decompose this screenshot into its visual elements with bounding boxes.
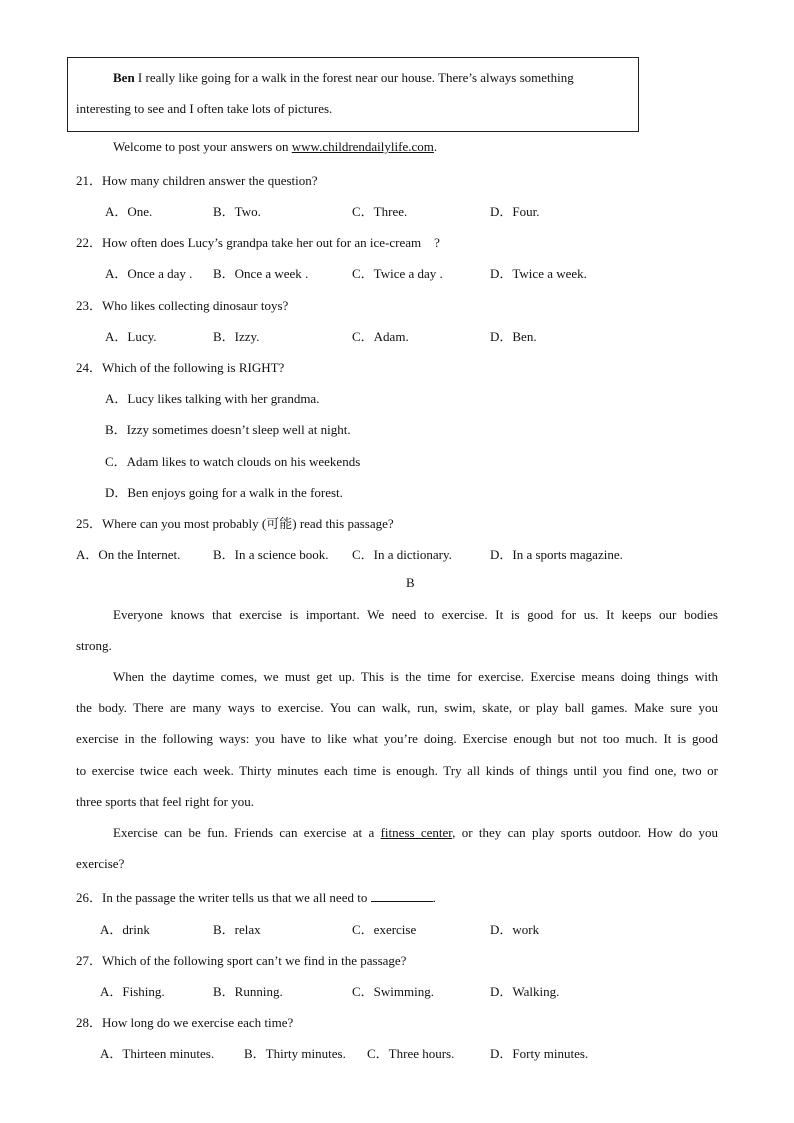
fitness-center-term: fitness center — [380, 825, 453, 840]
speaker-name: Ben — [113, 70, 135, 85]
question-27-stem: 27．Which of the following sport can’t we find in the passage? — [76, 953, 407, 968]
q24-option-b: B．Izzy sometimes doesn’t sleep well at night. — [105, 422, 351, 437]
q21-option-b: B．Two. — [213, 204, 261, 219]
box-text-1: I really like going for a walk in the forest near our house. There’s always something — [137, 70, 574, 85]
question-28-stem: 28．How long do we exercise each time? — [76, 1015, 294, 1030]
q25-option-a: A．On the Internet. — [76, 547, 181, 562]
post-text: Welcome to post your answers on — [113, 139, 292, 154]
q22-option-d: D．Twice a week. — [490, 266, 587, 281]
paragraph-2-line-1: When the daytime comes, we must get up. This is the time for exercise. Exercise means doing things with — [113, 669, 718, 684]
q28-option-a: A．Thirteen minutes. — [100, 1046, 215, 1061]
question-25-stem: 25．Where can you most probably (可能) read this passage? — [76, 516, 394, 531]
q26-option-c: C．exercise — [352, 922, 417, 937]
post-answers-line — [113, 139, 437, 155]
box-line-2: interesting to see and I often take lots of pictures. — [76, 101, 333, 116]
answer-box-ben — [67, 57, 639, 132]
q27-option-d: D．Walking. — [490, 984, 560, 999]
paragraph-3-line-1 — [113, 825, 718, 841]
q23-option-b: B．Izzy. — [213, 329, 260, 344]
q26-answer-blank — [371, 889, 433, 902]
q25-option-c: C．In a dictionary. — [352, 547, 452, 562]
q27-option-c: C．Swimming. — [352, 984, 434, 999]
website-link[interactable]: www.childrendailylife.com — [291, 139, 434, 154]
q25-option-d: D．In a sports magazine. — [490, 547, 623, 562]
q24-option-d: D．Ben enjoys going for a walk in the forest. — [105, 485, 343, 500]
paragraph-2-line-5: three sports that feel right for you. — [76, 794, 254, 809]
q24-option-a: A．Lucy likes talking with her grandma. — [105, 391, 320, 406]
p3-text-end: , or they can play sports outdoor. How do you — [452, 825, 718, 840]
p3-text-start: Exercise can be fun. Friends can exercise at a — [113, 825, 381, 840]
q26-option-a: A．drink — [100, 922, 150, 937]
section-b-heading: B — [406, 575, 415, 590]
paragraph-2-line-3: exercise in the following ways: you have to like what you’re doing. Exercise enough but not too much. It is good — [76, 731, 718, 746]
q26-stem-text: 26．In the passage the writer tells us that we all need to — [76, 890, 371, 905]
q26-option-d: D．work — [490, 922, 540, 937]
question-24-stem: 24．Which of the following is RIGHT? — [76, 360, 285, 375]
question-23-stem: 23．Who likes collecting dinosaur toys? — [76, 298, 289, 313]
question-22-stem: 22．How often does Lucy’s grandpa take her out for an ice-cream ? — [76, 235, 440, 250]
box-line-1 — [113, 70, 629, 86]
q23-option-c: C．Adam. — [352, 329, 409, 344]
q28-option-c: C．Three hours. — [367, 1046, 455, 1061]
q28-option-d: D．Forty minutes. — [490, 1046, 589, 1061]
q22-option-a: A．Once a day . — [105, 266, 193, 281]
paragraph-1-line-1: Everyone knows that exercise is important. We need to exercise. It is good for us. It keeps our bodies — [113, 607, 718, 622]
q23-option-d: D．Ben. — [490, 329, 537, 344]
q21-option-c: C．Three. — [352, 204, 408, 219]
q25-option-b: B．In a science book. — [213, 547, 329, 562]
q21-option-a: A．One. — [105, 204, 153, 219]
q26-stem-end: . — [432, 890, 436, 905]
paragraph-2-line-2: the body. There are many ways to exercise. You can walk, run, swim, skate, or play ball games. Make sure you — [76, 700, 718, 715]
question-26-stem — [76, 887, 436, 906]
paragraph-1-line-2: strong. — [76, 638, 112, 653]
paragraph-2-line-4: to exercise twice each week. Thirty minutes each time is enough. Try all kinds of things until you find one, two or — [76, 763, 718, 778]
q22-option-b: B．Once a week . — [213, 266, 309, 281]
post-end: . — [433, 139, 438, 154]
q26-option-b: B．relax — [213, 922, 261, 937]
q24-option-c: C．Adam likes to watch clouds on his weekends — [105, 454, 361, 469]
paragraph-3-line-2: exercise? — [76, 856, 125, 871]
q27-option-a: A．Fishing. — [100, 984, 165, 999]
q23-option-a: A．Lucy. — [105, 329, 157, 344]
q21-option-d: D．Four. — [490, 204, 540, 219]
question-21-stem: 21．How many children answer the question? — [76, 173, 318, 188]
q22-option-c: C．Twice a day . — [352, 266, 443, 281]
q27-option-b: B．Running. — [213, 984, 283, 999]
q28-option-b: B．Thirty minutes. — [244, 1046, 346, 1061]
